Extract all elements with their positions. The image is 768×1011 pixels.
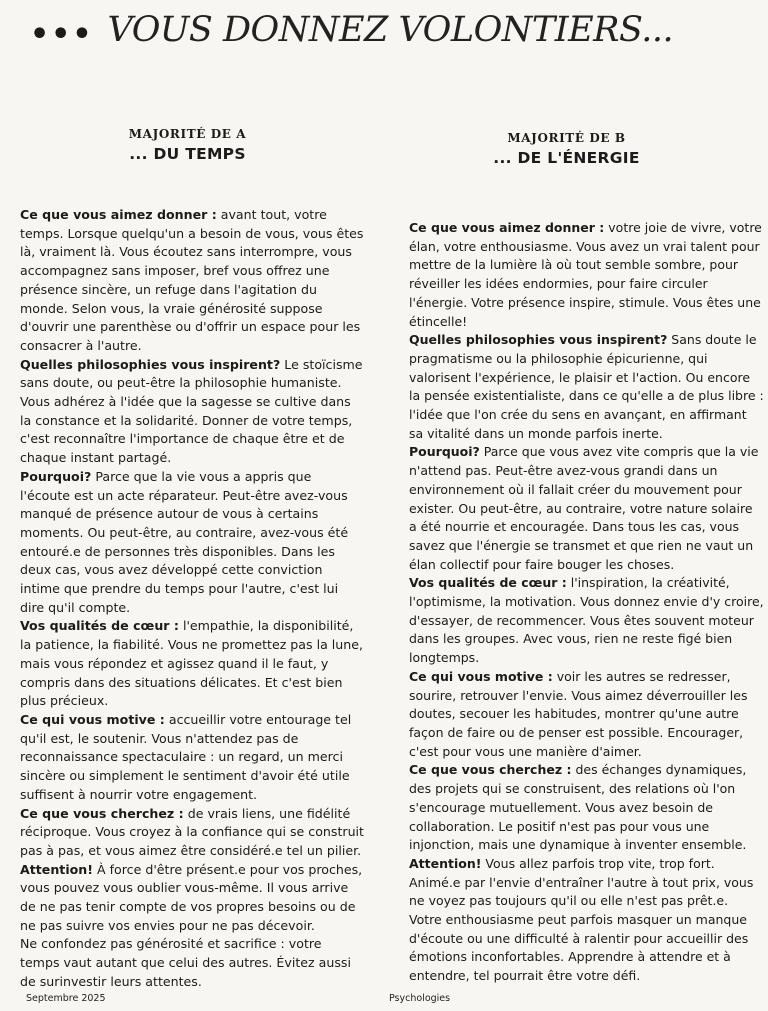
paragraph-text: l'inspiration, la créativité, l'optimisme, la motivation. Vous donnez envie d'y croire, d'essayer, de recommencer. Vous êtes souvent moteur dans les groupes. Avec vous, rien ne reste figé bien longtemps. <box>409 575 764 666</box>
paragraph-label: Ce que vous aimez donner : <box>20 207 217 222</box>
page-title: VOUS DONNEZ VOLONTIERS... <box>107 10 674 50</box>
paragraph-label: Ce qui vous motive : <box>409 668 553 684</box>
column-majorite-b <box>409 130 764 986</box>
paragraph-text: À force d'être présent.e pour vos proches, vous pouvez vous oublier vous-même. Il vous arrive de ne pas tenir compte de vos propres besoins ou de ne pas suivre vos envies pour ne pas décevoir. <box>20 861 363 933</box>
paragraph-philosophies <box>20 356 365 468</box>
paragraph-label: Attention! <box>409 855 482 871</box>
column-majorite-a <box>20 126 365 992</box>
paragraph-text: voir les autres se redresser, sourire, retrouver l'envie. Vous aimez déverrouiller les doutes, secouer les habitudes, montrer qu'une autre façon de faire ou de penser est possible. Encourager, c'est pour vous une manière d'aimer. <box>409 668 748 759</box>
paragraph-text: Parce que vous avez vite compris que la vie n'attend pas. Peut-être avez-vous grandi dans un environnement où il fallait créer du mouvement pour exister. Ou peut-être, au contraire, votre nature solaire a été nourrie et encouragée. Dans tous les cas, vous savez que l'énergie se transmet et que rien ne vaut un élan collectif pour faire bouger les choses. <box>409 444 759 572</box>
majorite-a-label: MAJORITÉ DE A <box>128 127 247 141</box>
paragraph-text: Vous allez parfois trop vite, trop fort. Animé.e par l'envie d'entraîner l'autre à tout prix, vous ne voyez pas toujours qu'il ou elle n'est pas prêt.e. Votre enthousiasme peut parfois masquer un manque d'écoute ou une difficulté à ralentir pour accueillir des émotions inconfortables. Apprendre à attendre et à entendre, tel pourrait être votre défi. <box>409 855 754 984</box>
paragraph-text: Parce que la vie vous a appris que l'écoute est un acte réparateur. Peut-être avez-vous manqué de présence autour de vous à certains moments. Ou peut-être, au contraire, avez-vous été entouré.e de personnes très disponibles. Dans les deux cas, vous avez développé cette conviction intime que prendre du temps pour l'autre, c'est lui dire qu'il compte. <box>20 468 349 615</box>
paragraph-pourquoi <box>20 468 365 618</box>
footer-date: Septembre 2025 <box>26 993 106 1004</box>
paragraph-pourquoi <box>409 443 764 574</box>
paragraph-label: Ce que vous cherchez : <box>409 762 572 778</box>
de-l-energie-subtitle: ... DE L'ÉNERGIE <box>493 149 640 167</box>
paragraph-attention <box>20 861 365 936</box>
paragraph-text: votre joie de vivre, votre élan, votre enthousiasme. Vous avez un vrai talent pour mettre de la lumière là où tout semble sombre, pour réveiller les idées endormies, pour faire circuler l'énergie. Votre présence inspire, stimule. Vous êtes une étincelle! <box>409 220 762 329</box>
column-a-heading <box>10 126 365 164</box>
paragraph-aimez-donner <box>20 206 365 356</box>
du-temps-subtitle: ... DU TEMPS <box>129 145 246 163</box>
paragraph-text: Le stoïcisme sans doute, ou peut-être la philosophie humaniste. Vous adhérez à l'idée que la sagesse se cultive dans la constance et la solidarité. Donner de votre temps, c'est reconnaître l'importance de chaque être et de chaque instant partagé. <box>20 356 363 466</box>
paragraph-qualites <box>20 617 365 711</box>
paragraph-qualites <box>409 574 764 668</box>
paragraph-label: Ce qui vous motive : <box>20 711 165 727</box>
paragraph-label: Quelles philosophies vous inspirent? <box>20 356 281 372</box>
column-b-heading <box>369 130 764 168</box>
page-header <box>30 6 750 50</box>
paragraph-text: avant tout, votre temps. Lorsque quelqu'un a besoin de vous, vous êtes là, vraiment là. Vous écoutez sans interrompre, vous accompagnez sans imposer, bref vous offrez une présence sincère, un refuge dans l'agitation du monde. Selon vous, la vraie générosité suppose d'ouvrir une parenthèse ou d'offrir un espace pour les consacrer à l'autre. <box>20 207 364 353</box>
paragraph-aimez-donner <box>409 219 764 331</box>
paragraph-label: Vos qualités de cœur : <box>409 575 567 591</box>
paragraph-label: Ce que vous aimez donner : <box>409 220 605 235</box>
footer-magazine-name: Psychologies <box>389 993 451 1004</box>
paragraph-label: Quelles philosophies vous inspirent? <box>409 332 668 348</box>
paragraph-label: Vos qualités de cœur : <box>20 618 179 634</box>
paragraph-label: Pourquoi? <box>20 468 92 484</box>
paragraph-attention <box>409 855 764 986</box>
paragraph-cherchez <box>409 761 764 855</box>
paragraph-label: Ce que vous cherchez : <box>20 805 184 821</box>
majorite-b-label: MAJORITÉ DE B <box>507 131 626 145</box>
paragraph-label: Pourquoi? <box>409 444 480 460</box>
paragraph-cherchez <box>20 805 365 861</box>
paragraph-text: l'empathie, la disponibilité, la patience, la fiabilité. Vous ne promettez pas la lune, mais vous répondez et agissez quand il le faut, y compris dans des situations délicates. Et c'est bien plus précieux. <box>20 618 364 709</box>
paragraph-text: Ne confondez pas générosité et sacrifice : votre temps vaut autant que celui des autres. Évitez aussi de surinvestir leurs attentes. <box>20 936 351 989</box>
column-a-body <box>20 206 365 992</box>
column-b-body <box>409 219 764 986</box>
paragraph-label: Attention! <box>20 861 93 877</box>
paragraph-conclusion <box>20 935 365 991</box>
paragraph-text: accueillir votre entourage tel qu'il est, le soutenir. Vous n'attendez pas de reconnaissance spectaculaire : un regard, un merci sincère ou simplement le sentiment d'avoir été utile suffisent à nourrir votre engagement. <box>20 711 352 802</box>
paragraph-text: des échanges dynamiques, des projets qui se construisent, des relations où l'on s'encourage mutuellement. Vous avez besoin de collaboration. Le positif n'est pas pour vous une injonction, mais une dynamique à inventer ensemble. <box>409 762 747 853</box>
paragraph-text: Sans doute le pragmatisme ou la philosophie épicurienne, qui valorisent l'expérience, le plaisir et l'action. Ou encore la pensée existentialiste, dans ce qu'elle a de plus libre : l'idée que l'on crée du sens en avançant, en affirmant sa vitalité dans un monde parfois inerte. <box>409 332 764 441</box>
paragraph-motive <box>20 711 365 805</box>
paragraph-text: de vrais liens, une fidélité réciproque. Vous croyez à la confiance qui se construit pas à pas, et vous aimez être considéré.e tel un pilier. <box>20 805 364 858</box>
header-dots: ••• <box>30 17 94 52</box>
paragraph-philosophies <box>409 331 764 443</box>
paragraph-motive <box>409 668 764 762</box>
